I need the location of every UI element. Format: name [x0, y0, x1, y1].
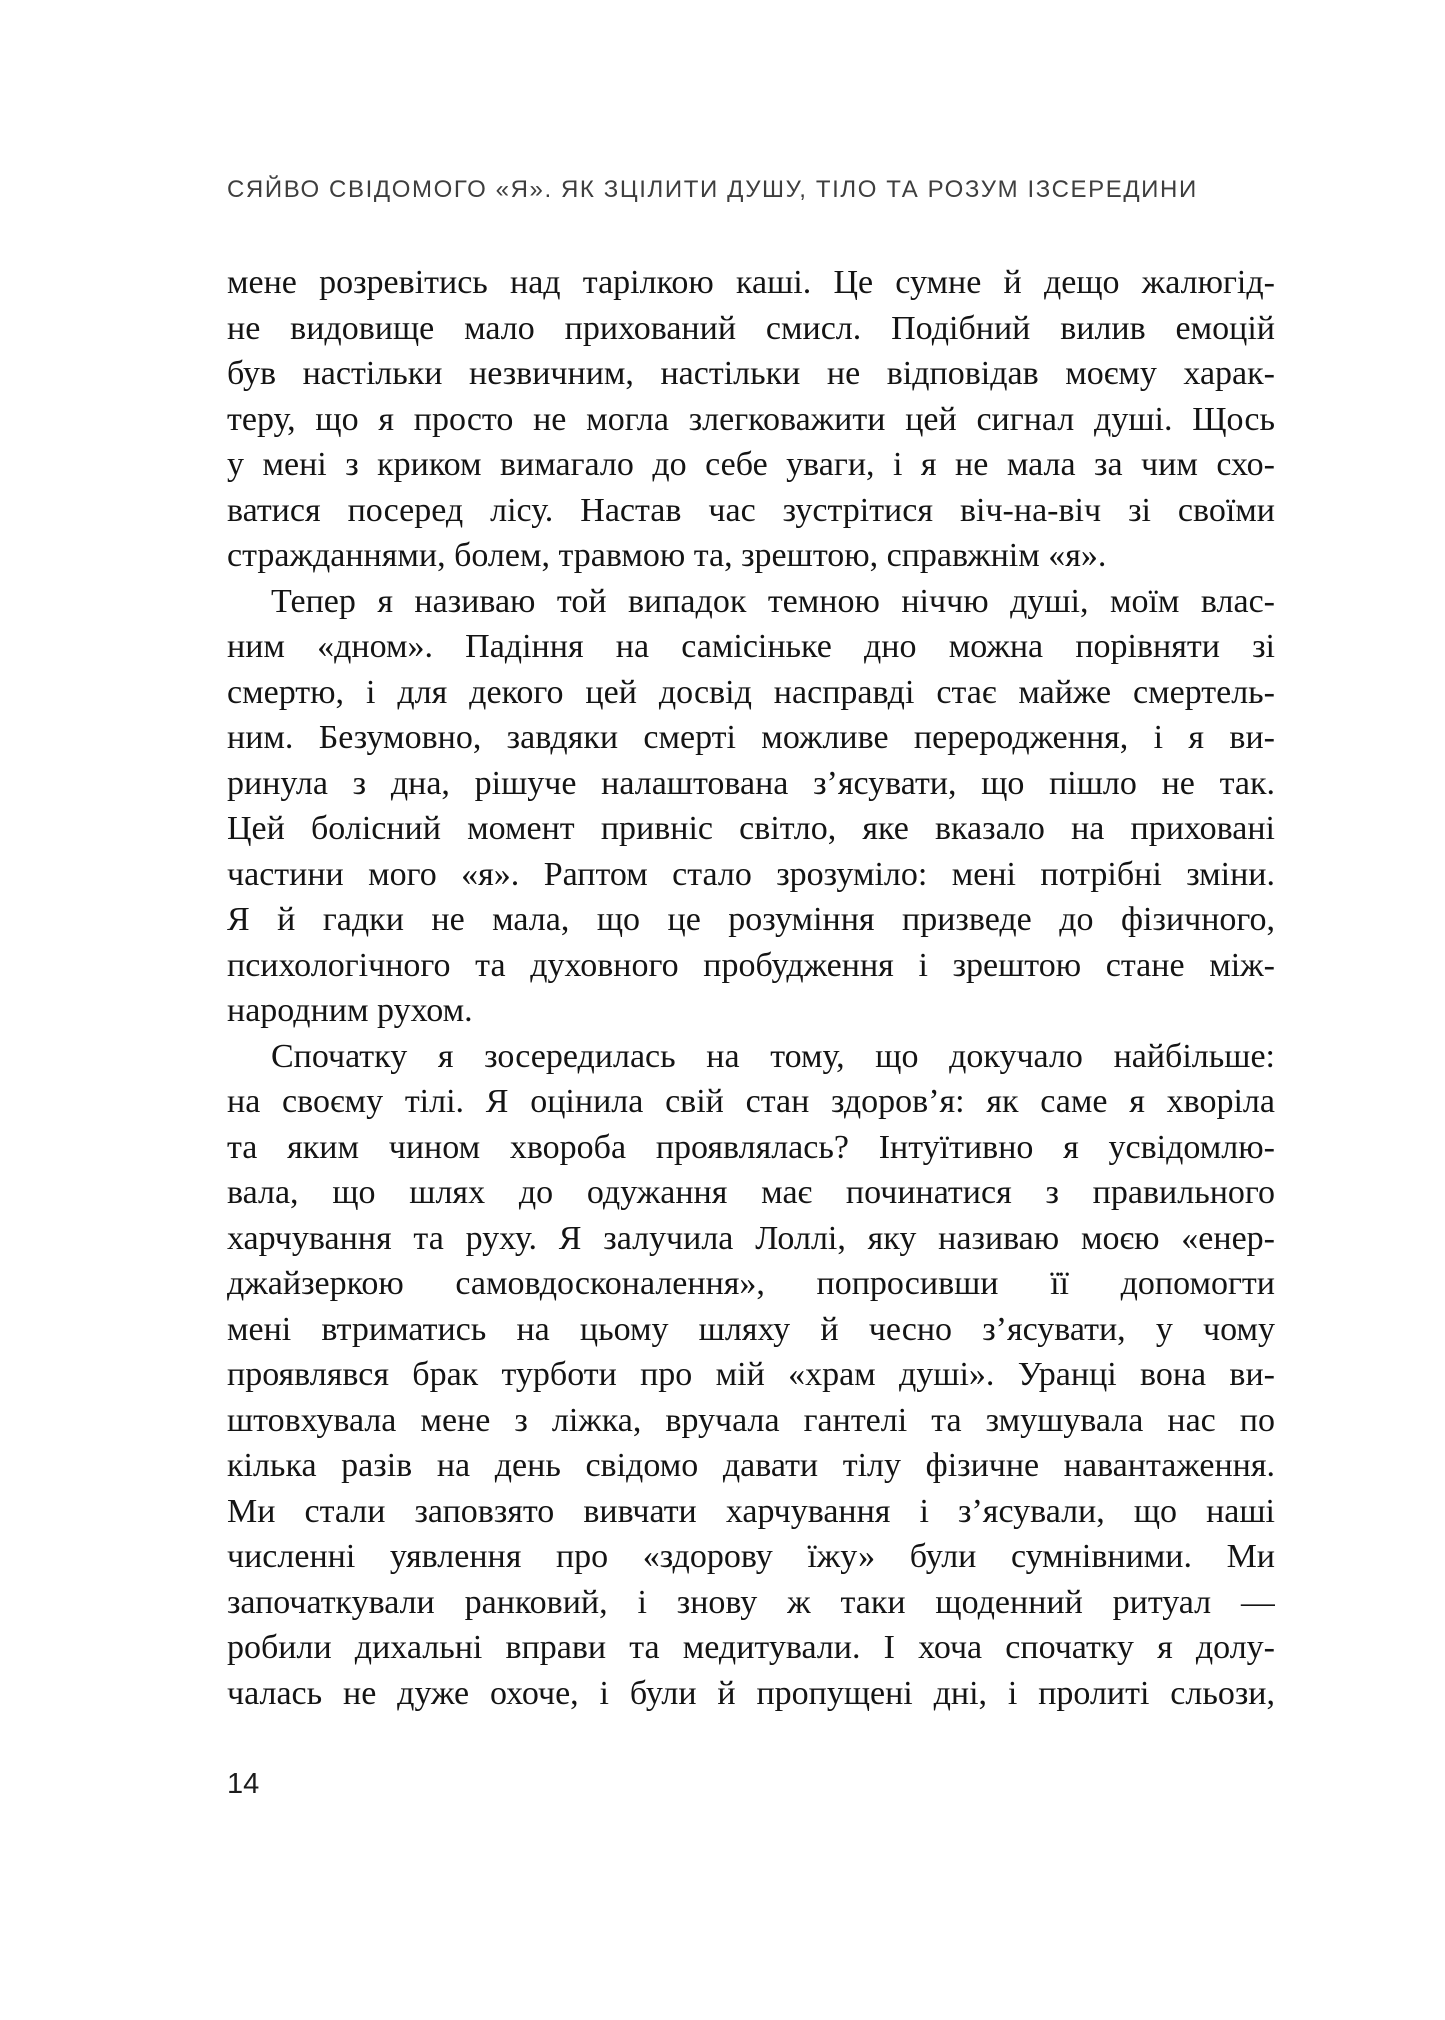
text-line: харчування та руху. Я залучила Лоллі, яку називаю моєю «енер-	[227, 1219, 1275, 1257]
text-line: Я й гадки не мала, що це розуміння призведе до фізичного,	[227, 901, 1275, 938]
text-line: ним «дном». Падіння на самісіньке дно можна порівняти зі	[227, 628, 1275, 665]
text-line: частини мого «я». Раптом стало зрозуміло: мені потрібні зміни.	[227, 855, 1275, 893]
text-line: стражданнями, болем, травмою та, зрештою, справжнім «я».	[227, 537, 1107, 574]
text-line: теру, що я просто не могла злегковажити цей сигнал душі. Щось	[227, 400, 1275, 438]
text-line: мені втриматись на цьому шляху й чесно з’ясувати, у чому	[227, 1310, 1275, 1348]
text-line: джайзеркою самовдосконалення», попросивши її допомогти	[227, 1265, 1275, 1302]
text-line: не видовище мало прихований смисл. Подібний вилив емоцій	[227, 309, 1275, 347]
text-line: проявлявся брак турботи про мій «храм душі». Уранці вона ви-	[227, 1356, 1275, 1393]
text-line: Спочатку я зосередилась на тому, що докучало найбільше:	[271, 1037, 1275, 1075]
text-line: та яким чином хвороба проявлялась? Інтуїтивно я усвідомлю-	[227, 1128, 1275, 1166]
text-line: смертю, і для декого цей досвід насправді стає майже смертель-	[227, 673, 1275, 711]
text-line: вала, що шлях до одужання має починатися з правильного	[227, 1174, 1275, 1211]
text-line: започаткували ранковий, і знову ж таки щоденний ритуал —	[227, 1583, 1275, 1621]
running-head: СЯЙВО СВІДОМОГО «Я». ЯК ЗЦІЛИТИ ДУШУ, ТІЛО ТА РОЗУМ ІЗСЕРЕДИНИ	[227, 176, 1198, 203]
text-line: штовхувала мене з ліжка, вручала гантелі та змушувала нас по	[227, 1401, 1275, 1439]
text-line: мене розревітись над тарілкою каші. Це сумне й дещо жалюгід-	[227, 264, 1275, 301]
text-line: робили дихальні вправи та медитували. І хоча спочатку я долу-	[227, 1629, 1275, 1666]
text-line: на своєму тілі. Я оцінила свій стан здоров’я: як саме я хворіла	[227, 1083, 1275, 1120]
text-line: чалась не дуже охоче, і були й пропущені дні, і пролиті сльози,	[227, 1674, 1275, 1712]
text-line: численні уявлення про «здорову їжу» були сумнівними. Ми	[227, 1538, 1275, 1575]
body-text	[227, 260, 1275, 1716]
text-line: був настільки незвичним, настільки не відповідав моєму харак-	[227, 355, 1275, 392]
text-line: народним рухом.	[227, 992, 473, 1029]
text-line: психологічного та духовного пробудження і зрештою стане між-	[227, 946, 1275, 984]
text-line: ним. Безумовно, завдяки смерті можливе переродження, і я ви-	[227, 719, 1275, 756]
text-line: у мені з криком вимагало до себе уваги, і я не мала за чим схо-	[227, 446, 1275, 483]
text-line: ватися посеред лісу. Настав час зустрітися віч-на-віч зі своїми	[227, 491, 1275, 529]
text-line: ринула з дна, рішуче налаштована з’ясувати, що пішло не так.	[227, 764, 1275, 802]
page-number: 14	[227, 1768, 260, 1800]
text-line: Ми стали заповзято вивчати харчування і з’ясували, що наші	[227, 1492, 1275, 1530]
text-line: Цей болісний момент привніс світло, яке вказало на приховані	[227, 810, 1275, 847]
text-line: кілька разів на день свідомо давати тілу фізичне навантаження.	[227, 1447, 1275, 1484]
text-line: Тепер я називаю той випадок темною ніччю душі, моїм влас-	[271, 582, 1275, 620]
